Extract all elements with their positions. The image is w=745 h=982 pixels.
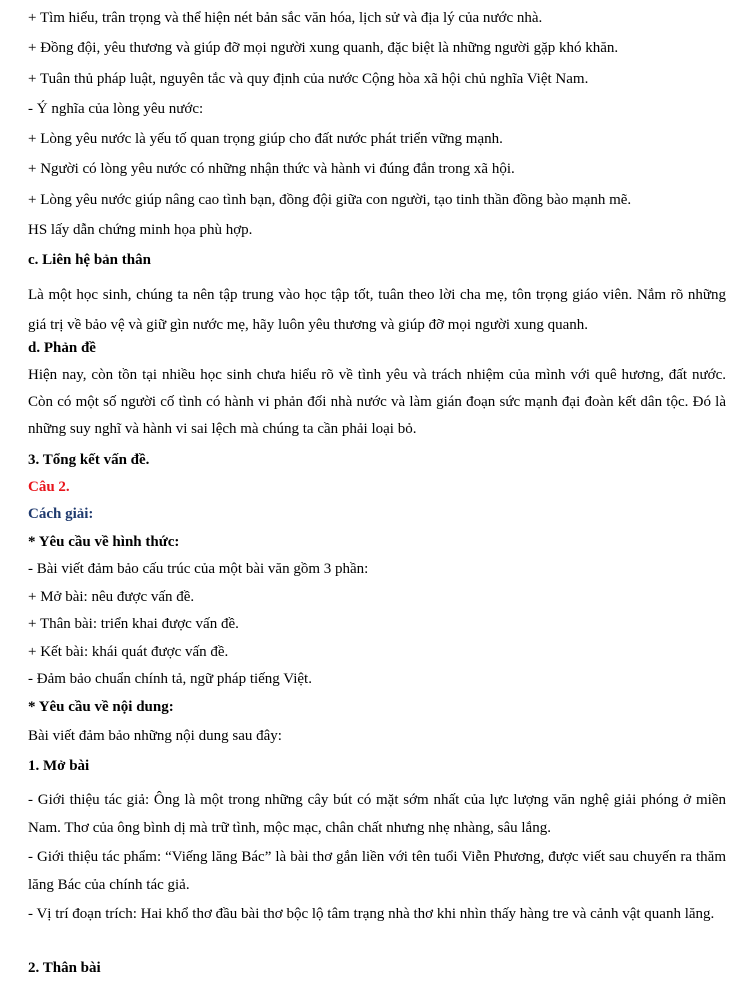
section-heading: c. Liên hệ bản thân bbox=[28, 252, 151, 268]
paragraph: - Giới thiệu tác phẩm: “Viếng lăng Bác” là bài thơ gắn liền với tên tuổi Viễn Phương, được viết sau chuyến ra thăm lăng Bác của chính tác giả. bbox=[28, 849, 726, 893]
text-line: + Lòng yêu nước giúp nâng cao tình bạn, đồng đội giữa con người, tạo tinh thần đồng bào mạnh mẽ. bbox=[28, 192, 632, 208]
text-line: - Ý nghĩa của lòng yêu nước: bbox=[28, 101, 204, 117]
paragraph: Là một học sinh, chúng ta nên tập trung vào học tập tốt, tuân theo lời cha mẹ, tôn trọng giáo viên. Nắm rõ những giá trị về bảo vệ và giữ gìn nước mẹ, hãy luôn yêu thương và giúp đỡ mọi người xung quanh. bbox=[28, 287, 726, 333]
text-line: - Đảm bảo chuẩn chính tả, ngữ pháp tiếng Việt. bbox=[28, 671, 312, 687]
requirement-heading: * Yêu cầu về hình thức: bbox=[28, 534, 180, 550]
text-line: + Mở bài: nêu được vấn đề. bbox=[28, 589, 195, 605]
text-line: + Người có lòng yêu nước có những nhận thức và hành vi đúng đắn trong xã hội. bbox=[28, 161, 515, 177]
text-line: + Thân bài: triển khai được vấn đề. bbox=[28, 616, 239, 632]
text-line: + Tuân thủ pháp luật, nguyên tắc và quy định của nước Cộng hòa xã hội chủ nghĩa Việt Nam. bbox=[28, 71, 589, 87]
section-heading: 2. Thân bài bbox=[28, 960, 101, 976]
paragraph: - Vị trí đoạn trích: Hai khổ thơ đầu bài thơ bộc lộ tâm trạng nhà thơ khi nhìn thấy hàng tre và cảnh vật quanh lăng. bbox=[28, 906, 715, 922]
text-line: + Đồng đội, yêu thương và giúp đỡ mọi người xung quanh, đặc biệt là những người gặp khó khăn. bbox=[28, 40, 619, 56]
section-heading: d. Phản đề bbox=[28, 340, 96, 356]
text-line: Bài viết đảm bảo những nội dung sau đây: bbox=[28, 728, 282, 744]
text-line: HS lấy dẫn chứng minh họa phù hợp. bbox=[28, 222, 253, 238]
text-line: + Kết bài: khái quát được vấn đề. bbox=[28, 644, 229, 660]
text-line: + Lòng yêu nước là yếu tố quan trọng giúp cho đất nước phát triển vững mạnh. bbox=[28, 131, 503, 147]
text-line: - Bài viết đảm bảo cấu trúc của một bài văn gồm 3 phần: bbox=[28, 561, 369, 577]
question-heading: Câu 2. bbox=[28, 479, 70, 495]
requirement-heading: * Yêu cầu về nội dung: bbox=[28, 699, 174, 715]
solution-heading: Cách giải: bbox=[28, 506, 94, 522]
text-line: + Tìm hiểu, trân trọng và thể hiện nét bản sắc văn hóa, lịch sử và địa lý của nước nhà. bbox=[28, 10, 543, 26]
section-heading: 3. Tổng kết vấn đề. bbox=[28, 452, 150, 468]
paragraph: - Giới thiệu tác giả: Ông là một trong những cây bút có mặt sớm nhất của lực lượng văn nghệ giải phóng ở miền Nam. Thơ của ông bình dị mà trữ tình, mộc mạc, chân chất nhưng nhẹ nhàng, sâu lắng. bbox=[28, 792, 726, 836]
section-heading: 1. Mở bài bbox=[28, 758, 90, 774]
paragraph: Hiện nay, còn tồn tại nhiều học sinh chưa hiểu rõ về tình yêu và trách nhiệm của mình với quê hương, đất nước. Còn có một số người cố tình có hành vi phản đối nhà nước và làm gián đoạn sức mạnh đại đoàn kết dân tộc. Đó là những suy nghĩ và hành vi sai lệch mà chúng ta cần phải loại bỏ. bbox=[28, 367, 726, 437]
